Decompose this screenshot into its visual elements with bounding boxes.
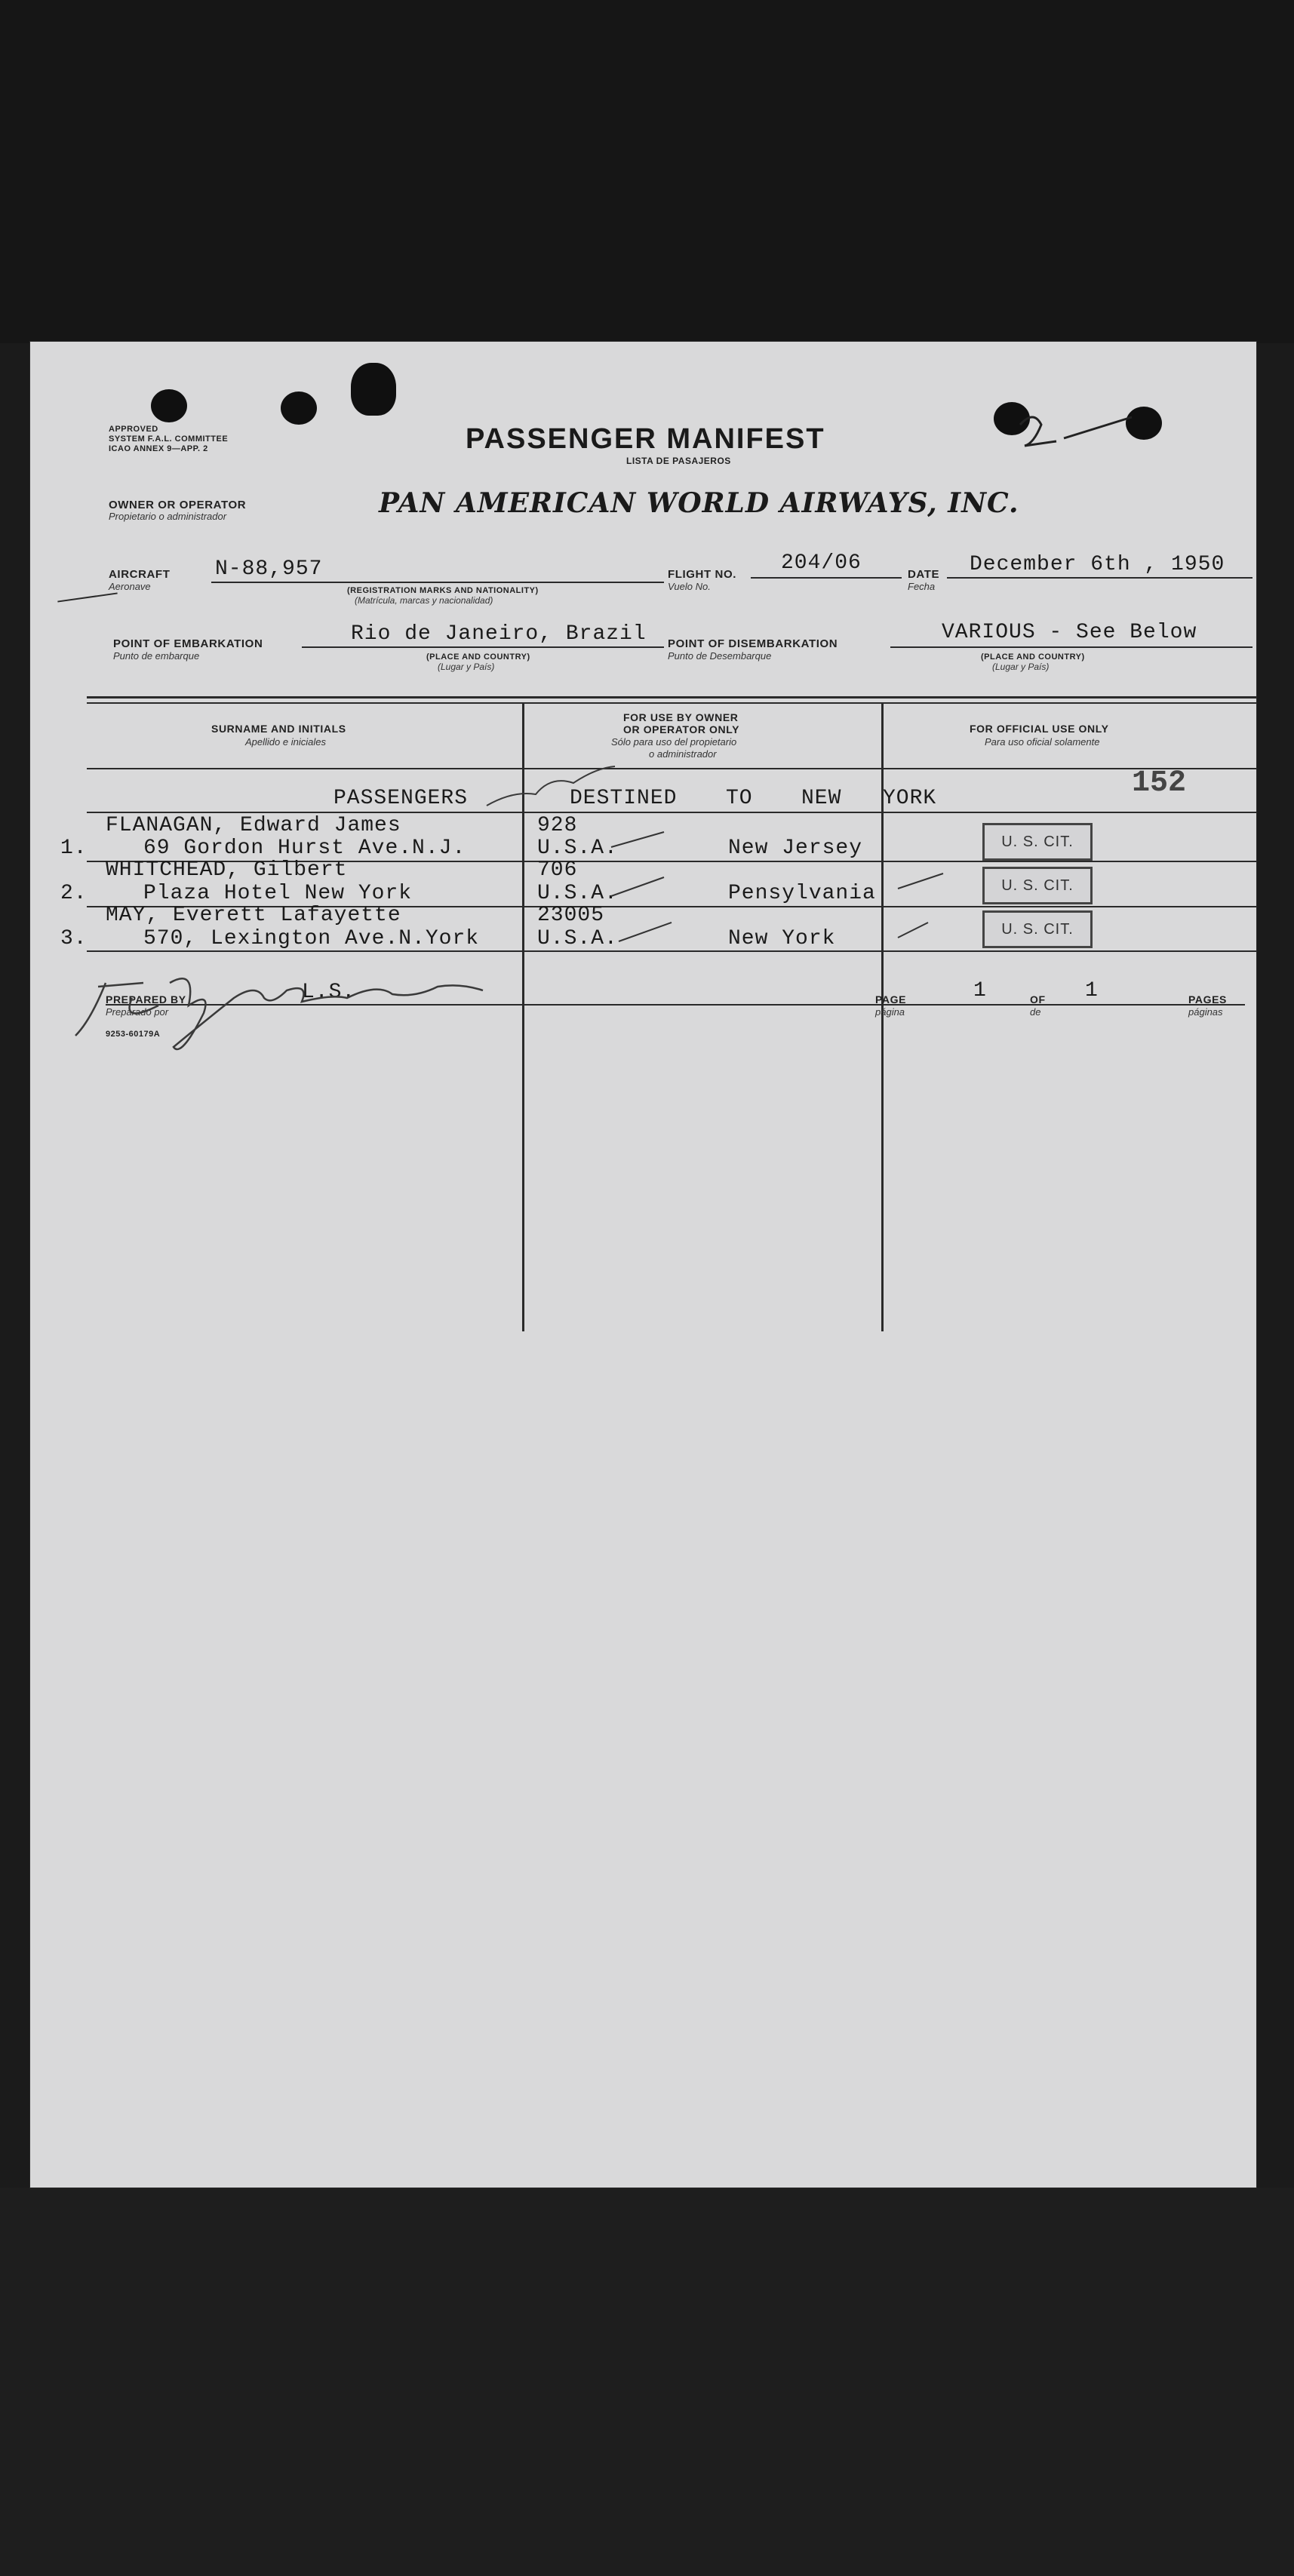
date-label-sub: Fecha — [908, 581, 936, 592]
passenger-1-address: 69 Gordon Hurst Ave.N.J. — [143, 837, 466, 860]
page-label: PAGE — [875, 993, 907, 1006]
disembark-place-note-sub: (Lugar y País) — [992, 662, 1050, 672]
passenger-2-number: 2. — [60, 882, 88, 905]
disembarkation-label-sub: Punto de Desembarque — [668, 650, 772, 662]
table-top-rule — [87, 696, 1256, 698]
passenger-3-number: 3. — [60, 927, 88, 950]
of-label-sub: de — [1030, 1006, 1041, 1018]
aircraft-underline — [211, 582, 664, 583]
registration-note: (REGISTRATION MARKS AND NATIONALITY) — [347, 586, 539, 595]
punch-hole — [151, 389, 187, 422]
disembark-place-note: (PLACE AND COUNTRY) — [981, 652, 1085, 662]
check-marks — [604, 824, 966, 953]
flight-label-sub: Vuelo No. — [668, 581, 711, 592]
page-value: 1 — [973, 979, 987, 1002]
york-header: YORK — [883, 787, 937, 810]
flight-value: 204/06 — [781, 551, 862, 575]
form-code: 9253-60179A — [106, 1030, 161, 1039]
scan-background-bottom — [0, 2188, 1294, 2576]
embarkation-label: POINT OF EMBARKATION — [113, 637, 263, 650]
embarkation-value: Rio de Janeiro, Brazil — [351, 622, 647, 646]
passenger-3-address: 570, Lexington Ave.N.York — [143, 927, 480, 950]
passenger-1-name: FLANAGAN, Edward James — [106, 814, 401, 837]
row-rule — [87, 812, 1256, 813]
passenger-1-destination: New Jersey — [728, 837, 863, 860]
to-header: TO — [726, 787, 753, 810]
prepared-label-sub: Preparado por — [106, 1006, 169, 1018]
passenger-2-stamp: U. S. CIT. — [982, 867, 1093, 904]
punch-hole-torn — [351, 363, 396, 416]
disembarkation-underline — [890, 646, 1253, 648]
approval-line: APPROVED — [109, 425, 158, 434]
date-value: December 6th , 1950 — [970, 553, 1225, 576]
destined-header: DESTINED — [570, 787, 678, 810]
approval-line: SYSTEM F.A.L. COMMITTEE — [109, 434, 229, 444]
heading-rule — [87, 768, 1256, 769]
embark-place-note-sub: (Lugar y País) — [438, 662, 495, 672]
passenger-2-country: U.S.A. — [537, 882, 618, 905]
approval-line: ICAO ANNEX 9—APP. 2 — [109, 444, 208, 453]
page-label-sub: página — [875, 1006, 905, 1018]
aircraft-label: AIRCRAFT — [109, 568, 171, 581]
embarkation-label-sub: Punto de embarque — [113, 650, 200, 662]
table-top-rule-2 — [87, 702, 1256, 704]
surname-heading-sub: Apellido e iniciales — [245, 736, 326, 748]
of-label: OF — [1030, 993, 1046, 1006]
passenger-1-stamp: U. S. CIT. — [982, 823, 1093, 861]
passenger-3-name: MAY, Everett Lafayette — [106, 904, 401, 927]
passenger-3-country: U.S.A. — [537, 927, 618, 950]
official-number: 152 — [1132, 766, 1187, 800]
passenger-2-destination: Pensylvania — [728, 882, 876, 905]
page-title: PASSENGER MANIFEST — [466, 423, 825, 455]
owner-use-heading: OR OPERATOR ONLY — [623, 723, 740, 735]
scan-background-top — [0, 0, 1294, 343]
embark-place-note: (PLACE AND COUNTRY) — [426, 652, 530, 662]
new-header: NEW — [801, 787, 842, 810]
registration-note-sub: (Matrícula, marcas y nacionalidad) — [355, 595, 493, 606]
owner-use-heading-sub: Sólo para uso del propietario — [611, 736, 737, 748]
disembarkation-value: VARIOUS - See Below — [942, 621, 1197, 644]
surname-heading: SURNAME AND INITIALS — [211, 723, 346, 735]
punch-hole — [281, 391, 317, 425]
passenger-2-code: 706 — [537, 858, 578, 882]
embarkation-underline — [302, 646, 664, 648]
date-underline — [947, 577, 1253, 579]
pages-label-sub: páginas — [1188, 1006, 1223, 1018]
handwritten-mark — [1011, 402, 1162, 455]
prepared-label: PREPARED BY — [106, 993, 186, 1006]
prepared-value: L.S. — [302, 981, 356, 1004]
passenger-3-destination: New York — [728, 927, 836, 950]
passenger-3-stamp: U. S. CIT. — [982, 910, 1093, 948]
passenger-3-code: 23005 — [537, 904, 605, 927]
passenger-2-name: WHITCHEAD, Gilbert — [106, 858, 348, 882]
of-value: 1 — [1085, 979, 1099, 1002]
passenger-2-address: Plaza Hotel New York — [143, 882, 413, 905]
aircraft-value: N-88,957 — [215, 557, 323, 581]
page-title-sub: LISTA DE PASAJEROS — [626, 456, 731, 466]
aircraft-label-sub: Aeronave — [109, 581, 151, 592]
owner-label: OWNER OR OPERATOR — [109, 499, 247, 511]
disembarkation-label: POINT OF DISEMBARKATION — [668, 637, 838, 650]
approval-block — [109, 425, 228, 454]
official-heading: FOR OFFICIAL USE ONLY — [970, 723, 1109, 735]
margin-tick — [57, 592, 117, 602]
official-heading-sub: Para uso oficial solamente — [985, 736, 1100, 748]
passenger-1-number: 1. — [60, 837, 88, 860]
passenger-1-country: U.S.A. — [537, 837, 618, 860]
passengers-header: PASSENGERS — [333, 787, 469, 810]
flight-underline — [751, 577, 902, 579]
manifest-document — [30, 342, 1256, 2188]
company-name: PAN AMERICAN WORLD AIRWAYS, INC. — [379, 487, 1019, 519]
date-label: DATE — [908, 568, 940, 581]
passenger-1-code: 928 — [537, 814, 578, 837]
owner-use-heading: FOR USE BY OWNER — [623, 711, 739, 723]
owner-use-heading-sub: o administrador — [649, 748, 717, 760]
handwritten-signature — [60, 953, 528, 1066]
handwritten-scribble — [483, 760, 619, 813]
owner-label-sub: Propietario o administrador — [109, 511, 227, 522]
flight-label: FLIGHT NO. — [668, 568, 736, 581]
pages-label: PAGES — [1188, 993, 1227, 1006]
